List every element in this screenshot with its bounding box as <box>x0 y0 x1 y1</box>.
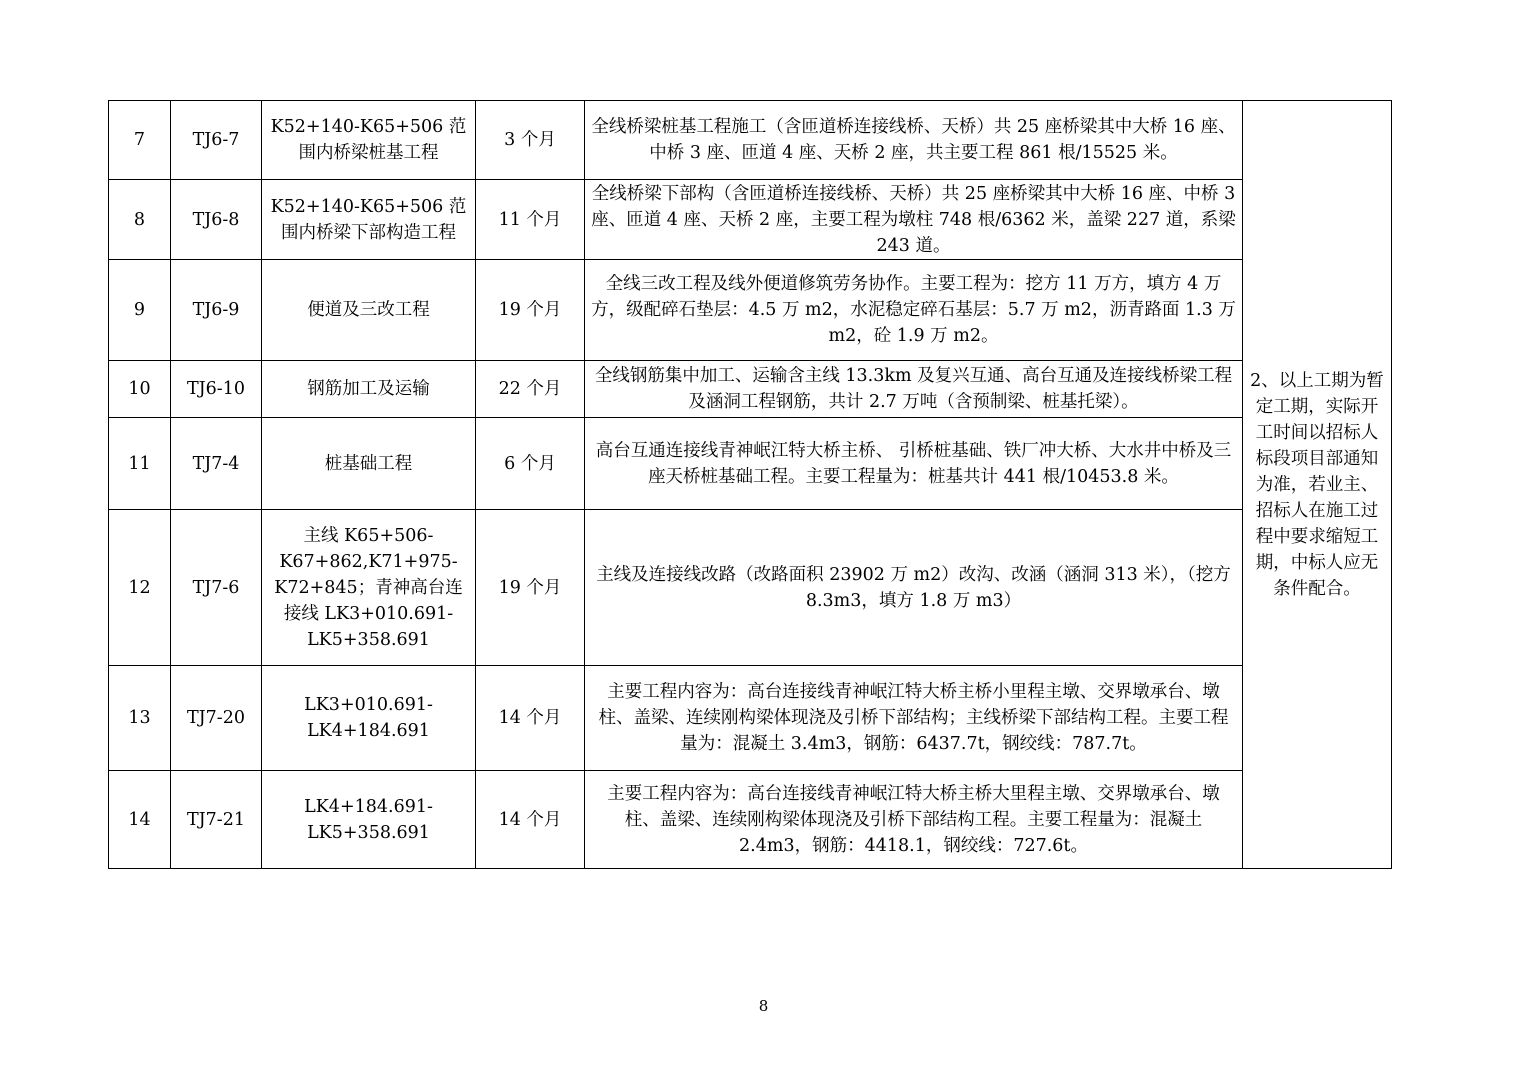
row-number: 13 <box>109 666 171 771</box>
work-description: 全线桥梁桩基工程施工（含匝道桥连接线桥、天桥）共 25 座桥梁其中大桥 16 座、中桥 3 座、匝道 4 座、天桥 2 座，共主要工程 861 根/15525 米。 <box>585 101 1243 180</box>
duration: 14 个月 <box>476 771 585 869</box>
remark-note: 2、以上工期为暂定工期，实际开工时间以招标人标段项目部通知为准，若业主、招标人在施工过程中要求缩短工期，中标人应无条件配合。 <box>1243 101 1392 869</box>
work-description: 全线三改工程及线外便道修筑劳务协作。主要工程为：挖方 11 万方，填方 4 万方，级配碎石垫层：4.5 万 m2，水泥稳定碎石基层：5.7 万 m2，沥青路面 1.3 万 m2，砼 1.9 万 m2。 <box>585 260 1243 361</box>
package-code: TJ7-4 <box>171 418 262 510</box>
row-number: 8 <box>109 180 171 260</box>
work-description: 主要工程内容为：高台连接线青神岷江特大桥主桥大里程主墩、交界墩承台、墩柱、盖梁、连续刚构梁体现浇及引桥下部结构工程。主要工程量为：混凝土 2.4m3，钢筋：4418.1，钢绞线：727.6t。 <box>585 771 1243 869</box>
work-range: K52+140-K65+506 范围内桥梁下部构造工程 <box>262 180 476 260</box>
row-number: 10 <box>109 361 171 418</box>
package-code: TJ7-21 <box>171 771 262 869</box>
package-code: TJ6-8 <box>171 180 262 260</box>
row-number: 9 <box>109 260 171 361</box>
row-number: 14 <box>109 771 171 869</box>
work-range: LK3+010.691-LK4+184.691 <box>262 666 476 771</box>
work-range: 便道及三改工程 <box>262 260 476 361</box>
work-range: 钢筋加工及运输 <box>262 361 476 418</box>
table-row <box>109 666 1392 771</box>
work-package-table <box>108 100 1392 869</box>
page-number: 8 <box>758 997 769 1015</box>
duration: 6 个月 <box>476 418 585 510</box>
work-range: 桩基础工程 <box>262 418 476 510</box>
table-row <box>109 260 1392 361</box>
row-number: 7 <box>109 101 171 180</box>
work-description: 高台互通连接线青神岷江特大桥主桥、 引桥桩基础、铁厂冲大桥、大水井中桥及三座天桥桩基础工程。主要工程量为：桩基共计 441 根/10453.8 米。 <box>585 418 1243 510</box>
table-row <box>109 101 1392 180</box>
work-description: 主要工程内容为：高台连接线青神岷江特大桥主桥小里程主墩、交界墩承台、墩柱、盖梁、连续刚构梁体现浇及引桥下部结构；主线桥梁下部结构工程。主要工程量为：混凝土 3.4m3，钢筋：6437.7t，钢绞线：787.7t。 <box>585 666 1243 771</box>
work-range: K52+140-K65+506 范围内桥梁桩基工程 <box>262 101 476 180</box>
row-number: 12 <box>109 510 171 666</box>
package-code: TJ6-10 <box>171 361 262 418</box>
table-row <box>109 510 1392 666</box>
duration: 11 个月 <box>476 180 585 260</box>
table-row <box>109 418 1392 510</box>
table-row <box>109 771 1392 869</box>
package-code: TJ6-7 <box>171 101 262 180</box>
work-description: 主线及连接线改路（改路面积 23902 万 m2）改沟、改涵（涵洞 313 米），（挖方 8.3m3，填方 1.8 万 m3） <box>585 510 1243 666</box>
duration: 19 个月 <box>476 510 585 666</box>
package-code: TJ7-6 <box>171 510 262 666</box>
duration: 22 个月 <box>476 361 585 418</box>
package-code: TJ6-9 <box>171 260 262 361</box>
duration: 19 个月 <box>476 260 585 361</box>
row-number: 11 <box>109 418 171 510</box>
table-row <box>109 361 1392 418</box>
package-code: TJ7-20 <box>171 666 262 771</box>
work-description: 全线桥梁下部构（含匝道桥连接线桥、天桥）共 25 座桥梁其中大桥 16 座、中桥 3 座、匝道 4 座、天桥 2 座，主要工程为墩柱 748 根/6362 米，盖梁 227 道，系梁 243 道。 <box>585 180 1243 260</box>
work-range: 主线 K65+506-K67+862,K71+975-K72+845；青神高台连接线 LK3+010.691-LK5+358.691 <box>262 510 476 666</box>
work-description: 全线钢筋集中加工、运输含主线 13.3km 及复兴互通、高台互通及连接线桥梁工程及涵洞工程钢筋，共计 2.7 万吨（含预制梁、桩基托梁）。 <box>585 361 1243 418</box>
duration: 3 个月 <box>476 101 585 180</box>
work-range: LK4+184.691-LK5+358.691 <box>262 771 476 869</box>
duration: 14 个月 <box>476 666 585 771</box>
table-row <box>109 180 1392 260</box>
